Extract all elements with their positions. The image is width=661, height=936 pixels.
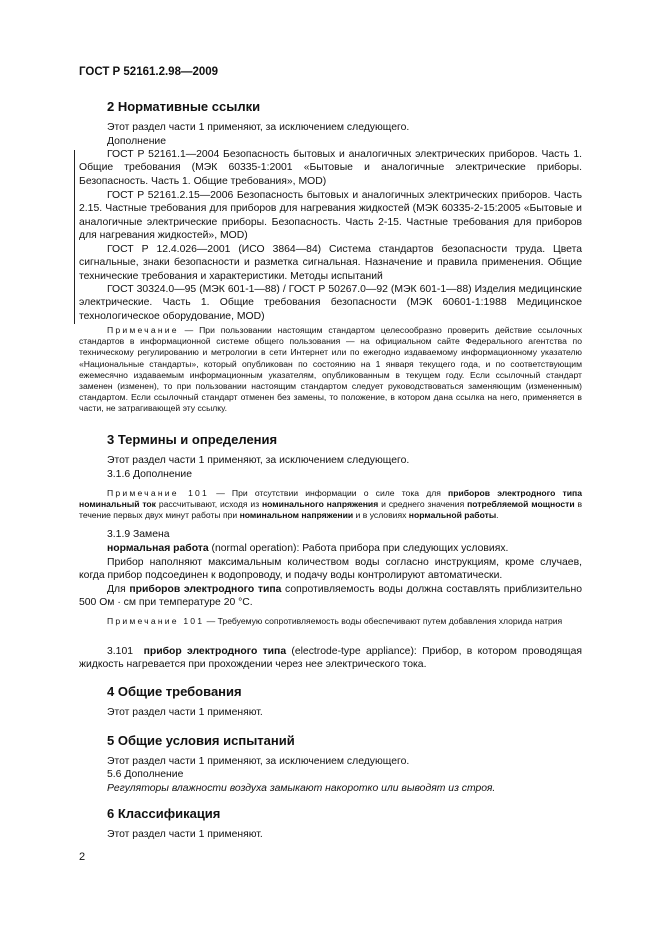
section-4-title: 4 Общие требования — [107, 684, 242, 699]
section-2-note — [79, 325, 582, 415]
term-rated-voltage: номинальном напряжении — [239, 510, 354, 521]
note-text: — Требуемую сопротивляемость воды обеспечивают путем добавления хлорида натрия — [206, 616, 563, 626]
note-101-text: в течение первых двух минут работы при — [79, 499, 583, 521]
paragraph-fill: Прибор наполняют максимальным количеством воды согласно инструкциям, кроме случаев, когда прибор подсоединен к водопроводу, и подачу воды контролируют автоматически. — [79, 557, 582, 582]
section-2-intro: Этот раздел части 1 применяют, за исключением следующего. — [107, 122, 410, 133]
note-101 — [79, 488, 582, 522]
reference-3: ГОСТ Р 12.4.026—2001 (ИСО 3864—84) Система стандартов безопасности труда. Цвета сигнальные, знаки безопасности и разметка сигнальная. Назначение и правила применения. Общие технические требования и характеристики. Методы испытаний — [79, 244, 582, 282]
note-label: Примечание 101 — [107, 616, 205, 626]
clause-3-101 — [79, 645, 582, 672]
clause-3-1-6: 3.1.6 Дополнение — [107, 469, 193, 480]
definition-text: (normal operation): Работа прибора при следующих условиях. — [208, 543, 509, 554]
term-electrode-appliance: прибор электродного типа — [143, 646, 287, 657]
term-electrode-appliance: приборов электродного типа — [129, 584, 282, 595]
clause-number: 3.101 — [107, 646, 134, 657]
term-normal-operation: нормальной работы — [408, 510, 497, 521]
term-electrode-rated-current: приборов электродного типа номинальный ток — [79, 488, 583, 510]
reference-1: ГОСТ Р 52161.1—2004 Безопасность бытовых и аналогичных электрических приборов. Часть 1. Общие требования (МЭК 60335-1:2001 «Бытовые и аналогичные электрические приборы. Безопасность. Часть 1. Общие требования», MOD) — [79, 149, 582, 187]
term-rated-voltage: номинального напряжения — [261, 499, 379, 510]
paragraph-text: Для — [107, 584, 130, 595]
paragraph-resistance — [79, 583, 582, 610]
section-3-title: 3 Термины и определения — [107, 432, 278, 447]
note-101-text: и среднего значения — [378, 499, 468, 510]
italic-text: Регуляторы влажности воздуха замыкают накоротко или выводят из строя. — [107, 783, 496, 794]
section-3-intro: Этот раздел части 1 применяют, за исключением следующего. — [107, 455, 410, 466]
section-6-title: 6 Классификация — [107, 806, 221, 821]
page-number: 2 — [79, 851, 86, 863]
section-5-intro: Этот раздел части 1 применяют, за исключением следующего. — [107, 756, 410, 767]
paragraph-text: сопротивляемость воды должна составлять приблизительно 500 Ом · см при температуре 20 °С. — [79, 584, 582, 609]
change-bar — [74, 150, 75, 324]
reference-2: ГОСТ Р 52161.2.15—2006 Безопасность бытовых и аналогичных электрических приборов. Часть 2.15. Частные требования для приборов для нагревания жидкостей (МЭК 60335-2-15:2005 «Бытовые и аналогичные электрические приборы. Безопасность. Часть 2-15. Частные требования для приборов для нагревания жидкостей», MOD) — [79, 190, 582, 242]
section-2-title: 2 Нормативные ссылки — [107, 99, 261, 114]
note-101-text: рассчитывают, исходя из — [155, 499, 262, 510]
note-101-text: . — [496, 510, 499, 521]
normal-operation-definition — [107, 542, 582, 555]
note-101-water — [79, 616, 582, 627]
section-2-addition: Дополнение — [107, 136, 167, 147]
term-normal-operation: нормальная работа — [107, 543, 209, 554]
section-6-intro: Этот раздел части 1 применяют. — [107, 829, 263, 840]
term-power-input: потребляемой мощности — [467, 499, 575, 510]
section-5-title: 5 Общие условия испытаний — [107, 733, 295, 748]
note-101-text: — При отсутствии информации о силе тока для — [216, 488, 449, 498]
definition-text: (electrode-type appliance): Прибор, в котором проводящая жидкость нагревается при прохождении через нее электрического тока. — [79, 646, 582, 671]
section-4-intro: Этот раздел части 1 применяют. — [107, 707, 263, 718]
clause-3-1-9: 3.1.9 Замена — [107, 529, 170, 540]
reference-4: ГОСТ 30324.0—95 (МЭК 601-1—88) / ГОСТ Р 50267.0—92 (МЭК 601-1—88) Изделия медицинские электрические. Часть 1. Общие требования безопасности (МЭК 60601-1:1988 Медицинское технологическое оборудование, MOD) — [79, 284, 582, 322]
note-101-text: и в условиях — [353, 510, 409, 521]
note-101-label: Примечание 101 — [107, 488, 210, 498]
note-text: — При пользовании настоящим стандартом целесообразно проверить действие ссылочных стандартов в информационной системе общего пользования — на официальном сайте Федерального агентства по техническому регулированию и метрологии в сети Интернет или по ежегодно издаваемому информационному указателю «Национальные стандарты», который опубликован по состоянию на 1 января текущего года, и по соответствующим ежемесячно издаваемым информационным указателям, опубликованным в текущем году. Если ссылочный стандарт заменен (изменен), то при пользовании настоящим стандартом следует руководствоваться заменяющим (измененным) стандартом. Если ссылочный стандарт отменен без замены, то положение, в котором дана ссылка на него, применяется в части, не затрагивающей эту ссылку. — [79, 325, 582, 414]
clause-5-6: 5.6 Дополнение — [107, 769, 184, 780]
document-header: ГОСТ Р 52161.2.98—2009 — [79, 66, 219, 78]
note-label: Примечание — [107, 325, 179, 335]
clause-5-6-text — [107, 782, 582, 795]
